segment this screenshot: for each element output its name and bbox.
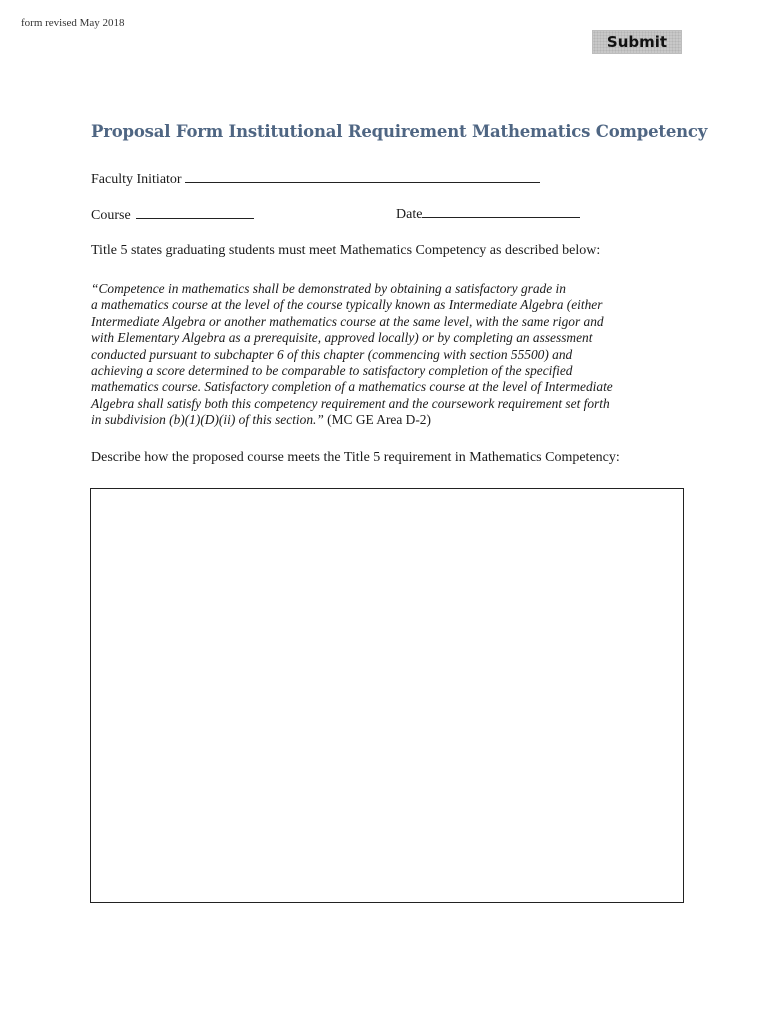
faculty-initiator-field[interactable] <box>185 168 540 183</box>
title5-intro: Title 5 states graduating students must meet Mathematics Competency as described below: <box>91 243 601 258</box>
faculty-initiator-row <box>91 168 540 188</box>
quote-line: Algebra shall satisfy both this competency requirement and the coursework requirement set forth <box>91 395 610 411</box>
description-text-area[interactable] <box>90 488 684 903</box>
faculty-initiator-label: Faculty Initiator <box>91 172 182 187</box>
quote-line: achieving a score determined to be comparable to satisfactory completion of the specified <box>91 363 573 379</box>
course-label: Course <box>91 208 131 223</box>
quote-line: in subdivision (b)(1)(D)(ii) of this section.” <box>91 412 324 428</box>
form-revision-note: form revised May 2018 <box>21 17 125 29</box>
quote-line: with Elementary Algebra as a prerequisite, approved locally) or by completing an assessment <box>91 330 593 346</box>
submit-button[interactable]: Submit <box>592 30 682 54</box>
describe-prompt: Describe how the proposed course meets the Title 5 requirement in Mathematics Competency: <box>91 450 620 465</box>
page-title: Proposal Form Institutional Requirement Mathematics Competency <box>91 122 708 141</box>
quote-line: “Competence in mathematics shall be demonstrated by obtaining a satisfactory grade in <box>91 281 566 296</box>
quote-line: conducted pursuant to subchapter 6 of this chapter (commencing with section 55500) and <box>91 346 573 362</box>
date-label: Date <box>396 207 423 222</box>
title5-quote <box>91 281 651 429</box>
quote-citation: (MC GE Area D-2) <box>323 412 431 428</box>
course-row <box>91 204 254 224</box>
date-field[interactable] <box>422 203 580 218</box>
date-row <box>396 203 580 223</box>
course-field[interactable] <box>136 204 254 219</box>
quote-line: a mathematics course at the level of the course typically known as Intermediate Algebra (either <box>91 297 603 313</box>
quote-line: mathematics course. Satisfactory completion of a mathematics course at the level of Intermediate <box>91 379 613 395</box>
quote-last-line <box>91 412 651 428</box>
quote-line: Intermediate Algebra or another mathematics course at the same level, with the same rigor and <box>91 313 604 329</box>
